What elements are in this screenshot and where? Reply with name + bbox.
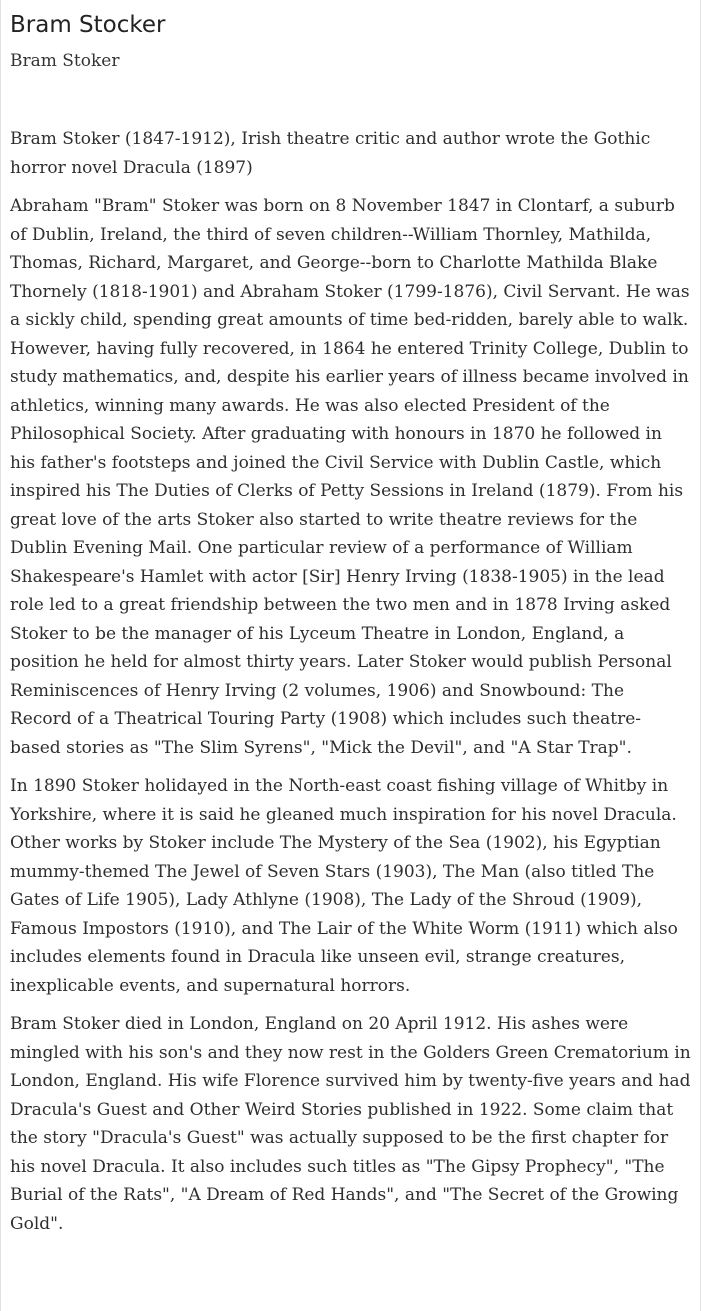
author-name: Bram Stoker [10, 51, 120, 71]
article-paragraph-death: Bram Stoker died in London, England on 20 April 1912. His ashes were mingled with his son's and they now rest in the Golders Green Crematorium in London, England. His wife Florence survived him by twenty-five years and had Dracula's Guest and Other Weird Stories published in 1922. Some claim that the story "Dracula's Guest" was actually supposed to be the first chapter for his novel Dracula. It also includes such titles as "The Gipsy Prophecy", "The Burial of the Rats", "A Dream of Red Hands", and "The Secret of the Growing Gold". [10, 1014, 691, 1234]
article-paragraph-early-life: Abraham "Bram" Stoker was born on 8 November 1847 in Clontarf, a suburb of Dublin, Ireland, the third of seven children--William Thornley, Mathilda, Thomas, Richard, Margaret, and George--born to Charlotte Mathilda Blake Thornely (1818-1901) and Abraham Stoker (1799-1876), Civil Servant. He was a sickly child, spending great amounts of time bed-ridden, barely able to walk. However, having fully recovered, in 1864 he entered Trinity College, Dublin to study mathematics, and, despite his earlier years of illness became involved in athletics, winning many awards. He was also elected President of the Philosophical Society. After graduating with honours in 1870 he followed in his father's footsteps and joined the Civil Service with Dublin Castle, which inspired his The Duties of Clerks of Petty Sessions in Ireland (1879). From his great love of the arts Stoker also started to write theatre reviews for the Dublin Evening Mail. One particular review of a performance of William Shakespeare's Hamlet with actor [Sir] Henry Irving (1838-1905) in the lead role led to a great friendship between the two men and in 1878 Irving asked Stoker to be the manager of his Lyceum Theatre in London, England, a position he held for almost thirty years. Later Stoker would publish Personal Reminiscences of Henry Irving (2 volumes, 1906) and Snowbound: The Record of a Theatrical Touring Party (1908) which includes such theatre-based stories as "The Slim Syrens", "Mick the Devil", and "A Star Trap". [10, 196, 690, 758]
page-title: Bram Stocker [10, 12, 166, 38]
article-paragraph-works: In 1890 Stoker holidayed in the North-east coast fishing village of Whitby in Yorkshire, where it is said he gleaned much inspiration for his novel Dracula. Other works by Stoker include The Mystery of the Sea (1902), his Egyptian mummy-themed The Jewel of Seven Stars (1903), The Man (also titled The Gates of Life 1905), Lady Athlyne (1908), The Lady of the Shroud (1909), Famous Impostors (1910), and The Lair of the White Worm (1911) which also includes elements found in Dracula like unseen evil, strange creatures, inexplicable events, and supernatural horrors. [10, 776, 678, 996]
article-paragraph-intro: Bram Stoker (1847-1912), Irish theatre critic and author wrote the Gothic horror novel Dracula (1897) [10, 129, 651, 178]
article-body [10, 125, 691, 1238]
